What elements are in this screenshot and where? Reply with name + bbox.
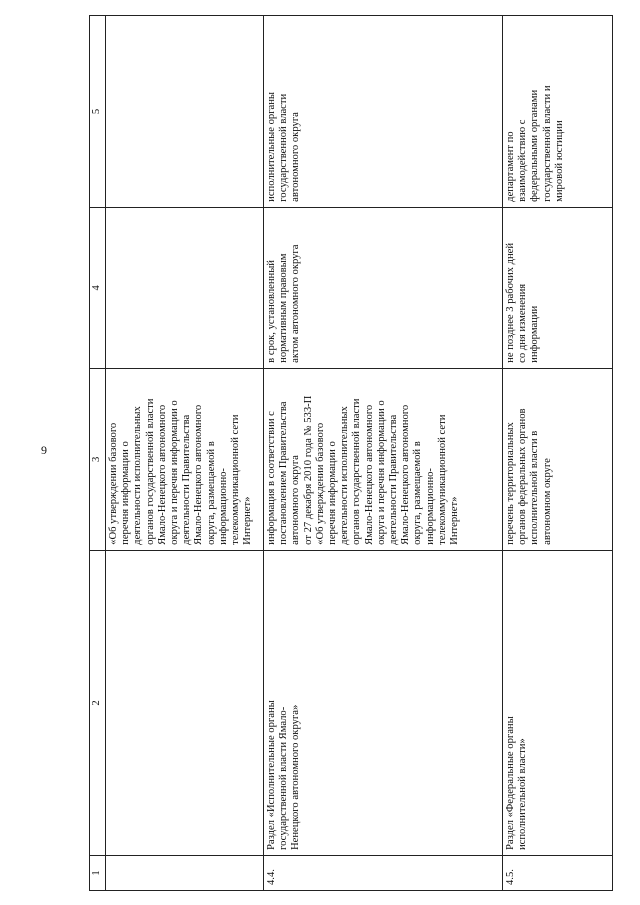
page-number: 9 [41,443,47,457]
cell-text-line: перечня информации о [120,441,132,545]
cell-section [106,550,264,855]
cell-text-line: округа, размещаемой в [205,441,217,545]
cell-text-line: взаимодействию с [517,119,529,202]
cell-text-line: постановлением Правительства [278,401,290,545]
cell-responsible [106,16,264,208]
cell-content [264,368,503,550]
cell-text-line: автономном округе [541,458,553,545]
cell-text-line: информационно- [424,468,436,545]
cell-text-line: телекоммуникационной сети [230,414,242,545]
cell-text-line: округа и перечня информации о [375,400,387,545]
cell-text-line: Интернет» [449,496,461,545]
cell-text-line: Интернет» [242,496,254,545]
cell-content [106,368,264,550]
cell-text-line: федеральными органами [529,89,541,202]
cell-text-line: мировой юстиции [553,120,565,202]
header-col-2: 2 [90,550,106,855]
cell-text-line: информационно- [217,468,229,545]
cell-text-line: автономного округа [290,112,302,202]
cell-text-line: автономного округа [290,455,302,545]
cell-text-line: органов федеральных органов [517,408,529,545]
cell-responsible [503,16,613,208]
cell-text-line: не позднее 3 рабочих дней [505,242,516,363]
cell-text-line: информации [529,305,541,363]
cell-text-line: от 27 декабря 2010 года № 533-П [302,395,314,545]
cell-text-line: округа, размещаемой в [412,441,424,545]
cell-num: 4.4. [264,856,503,891]
cell-text-line: Раздел «Федеральные органы [505,716,516,850]
cell-num [106,856,264,891]
cell-text-line: со дня изменения [517,283,529,363]
cell-text-line: округа и перечня информации о [169,400,181,545]
header-row [90,16,106,891]
cell-text-line: Ямало-Ненецкого автономного [193,404,205,545]
cell-text-line: Ямало-Ненецкого автономного [400,404,412,545]
header-col-5: 5 [90,16,106,208]
cell-num: 4.5. [503,856,613,891]
cell-text-line: исполнительной власти» [517,738,529,850]
cell-text-line: в срок, установленный [266,260,277,363]
cell-text-line: исполнительной власти в [529,430,541,545]
cell-text-line: деятельности исполнительных [339,406,351,545]
cell-text-line: перечень территориальных [505,422,516,545]
cell-text-line: деятельности исполнительных [132,406,144,545]
cell-text-line: органов государственной власти [351,398,363,545]
table-row [503,16,613,891]
cell-text-line: телекоммуникационной сети [436,414,448,545]
cell-text-line: государственной власти [278,93,290,202]
cell-text-line: актом автономного округа [290,244,302,363]
cell-text-line: «Об утверждении базового [108,422,119,545]
header-col-4: 4 [90,207,106,368]
cell-text-line: перечня информации о [327,441,339,545]
cell-text-line: органов государственной власти [144,398,156,545]
cell-text-line: Раздел «Исполнительные органы [266,700,277,850]
cell-text-line: Ямало-Ненецкого автономного [363,404,375,545]
cell-text-line: Ненецкого автономного округа» [290,704,302,850]
cell-text-line: департамент по [505,131,516,202]
cell-text-line: «Об утверждении базового [314,422,326,545]
rotated-table-container [89,15,609,891]
cell-text-line: Ямало-Ненецкого автономного [156,404,168,545]
cell-section [503,550,613,855]
header-col-1: 1 [90,856,106,891]
cell-text-line: исполнительные органы [266,91,277,202]
cell-text-line: информация в соответствии с [266,411,277,545]
cell-text-line: деятельности Правительства [388,414,400,545]
table-row [106,16,264,891]
cell-text-line: государственной власти и [541,85,553,202]
cell-deadline [503,207,613,368]
cell-deadline [106,207,264,368]
cell-content [503,368,613,550]
cell-text-line: нормативным правовым [278,253,290,363]
table-row [264,16,503,891]
cell-text-line: государственной власти Ямало- [278,706,290,850]
cell-section [264,550,503,855]
header-col-3: 3 [90,368,106,550]
cell-responsible [264,16,503,208]
cell-deadline [264,207,503,368]
cell-text-line: деятельности Правительства [181,414,193,545]
data-table [89,15,613,891]
